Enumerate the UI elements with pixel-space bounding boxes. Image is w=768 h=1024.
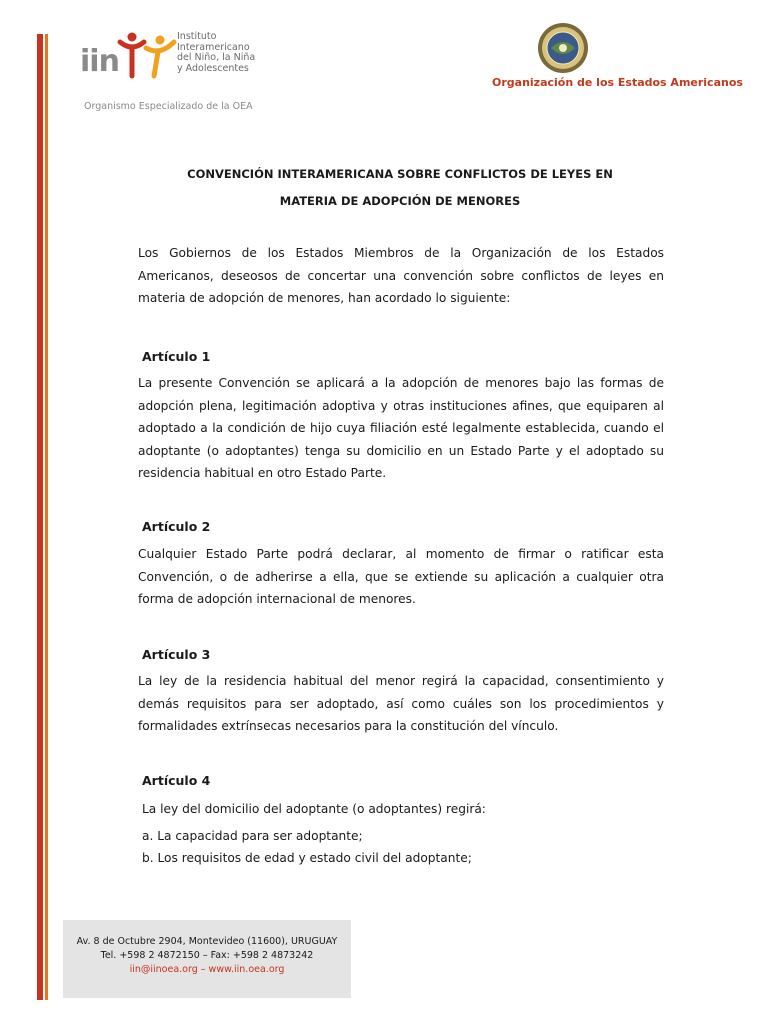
iin-line: y Adolescentes — [177, 62, 249, 74]
left-margin-bar-red — [37, 34, 43, 1000]
footer-address: Av. 8 de Octubre 2904, Montevideo (11600), URUGUAY — [76, 936, 338, 947]
article-1-text: La presente Convención se aplicará a la adopción de menores bajo las formas de adopción plena, legitimación adoptiva y otras instituciones afines, que equiparen al adoptado a la condición de hijo cuya filiación esté legalmente establecida, cuando el adoptante (o adoptantes) tenga su domicilio en un Estado Parte y el adoptado su residencia habitual en otro Estado Parte. — [138, 376, 664, 480]
footer-contact-link[interactable]: iin@iinoea.org – www.iin.oea.org — [129, 964, 285, 975]
iin-logo-text — [177, 32, 255, 74]
article-4-intro: La ley del domicilio del adoptante (o adoptantes) regirá: — [142, 802, 486, 816]
iin-logo — [80, 30, 280, 86]
document-title-line-1: CONVENCIÓN INTERAMERICANA SOBRE CONFLICTOS DE LEYES EN — [187, 167, 613, 181]
footer-phone: Tel. +598 2 4872150 – Fax: +598 2 4873242 — [100, 950, 314, 961]
iin-figures-icon — [116, 30, 178, 80]
oea-name: Organización de los Estados Americanos — [492, 76, 743, 89]
document-title-line-2: MATERIA DE ADOPCIÓN DE MENORES — [279, 194, 521, 208]
article-3-text: La ley de la residencia habitual del menor regirá la capacidad, consentimiento y demás requisitos para ser adoptado, así como cuáles son los procedimientos y formalidades extrínsecas necesarios para la constitución del vínculo. — [138, 674, 664, 733]
article-3-heading: Artículo 3 — [142, 647, 211, 662]
article-4-heading: Artículo 4 — [142, 773, 211, 788]
left-margin-bar-orange — [45, 34, 48, 1000]
iin-line: Interamericano — [177, 41, 250, 53]
article-2-heading: Artículo 2 — [142, 519, 211, 534]
iin-line: del Niño, la Niña — [177, 52, 256, 63]
article-4-item: b. Los requisitos de edad y estado civil del adoptante; — [142, 851, 472, 865]
article-4-item: a. La capacidad para ser adoptante; — [142, 829, 363, 843]
iin-line: Instituto — [177, 31, 217, 42]
iin-subtitle: Organismo Especializado de la OEA — [84, 101, 253, 112]
preamble-text: Los Gobiernos de los Estados Miembros de la Organización de los Estados Americanos, deseosos de concertar una convención sobre conflictos de leyes en materia de adopción de menores, han acordado lo siguiente: — [138, 246, 664, 305]
iin-logo-word: iin — [80, 44, 119, 79]
article-1-heading: Artículo 1 — [142, 349, 211, 364]
oea-seal-icon — [537, 22, 589, 74]
article-2-text: Cualquier Estado Parte podrá declarar, al momento de firmar o ratificar esta Convención, o de adherirse a ella, que se extiende su aplicación a cualquier otra forma de adopción internacional de menores. — [138, 547, 664, 606]
